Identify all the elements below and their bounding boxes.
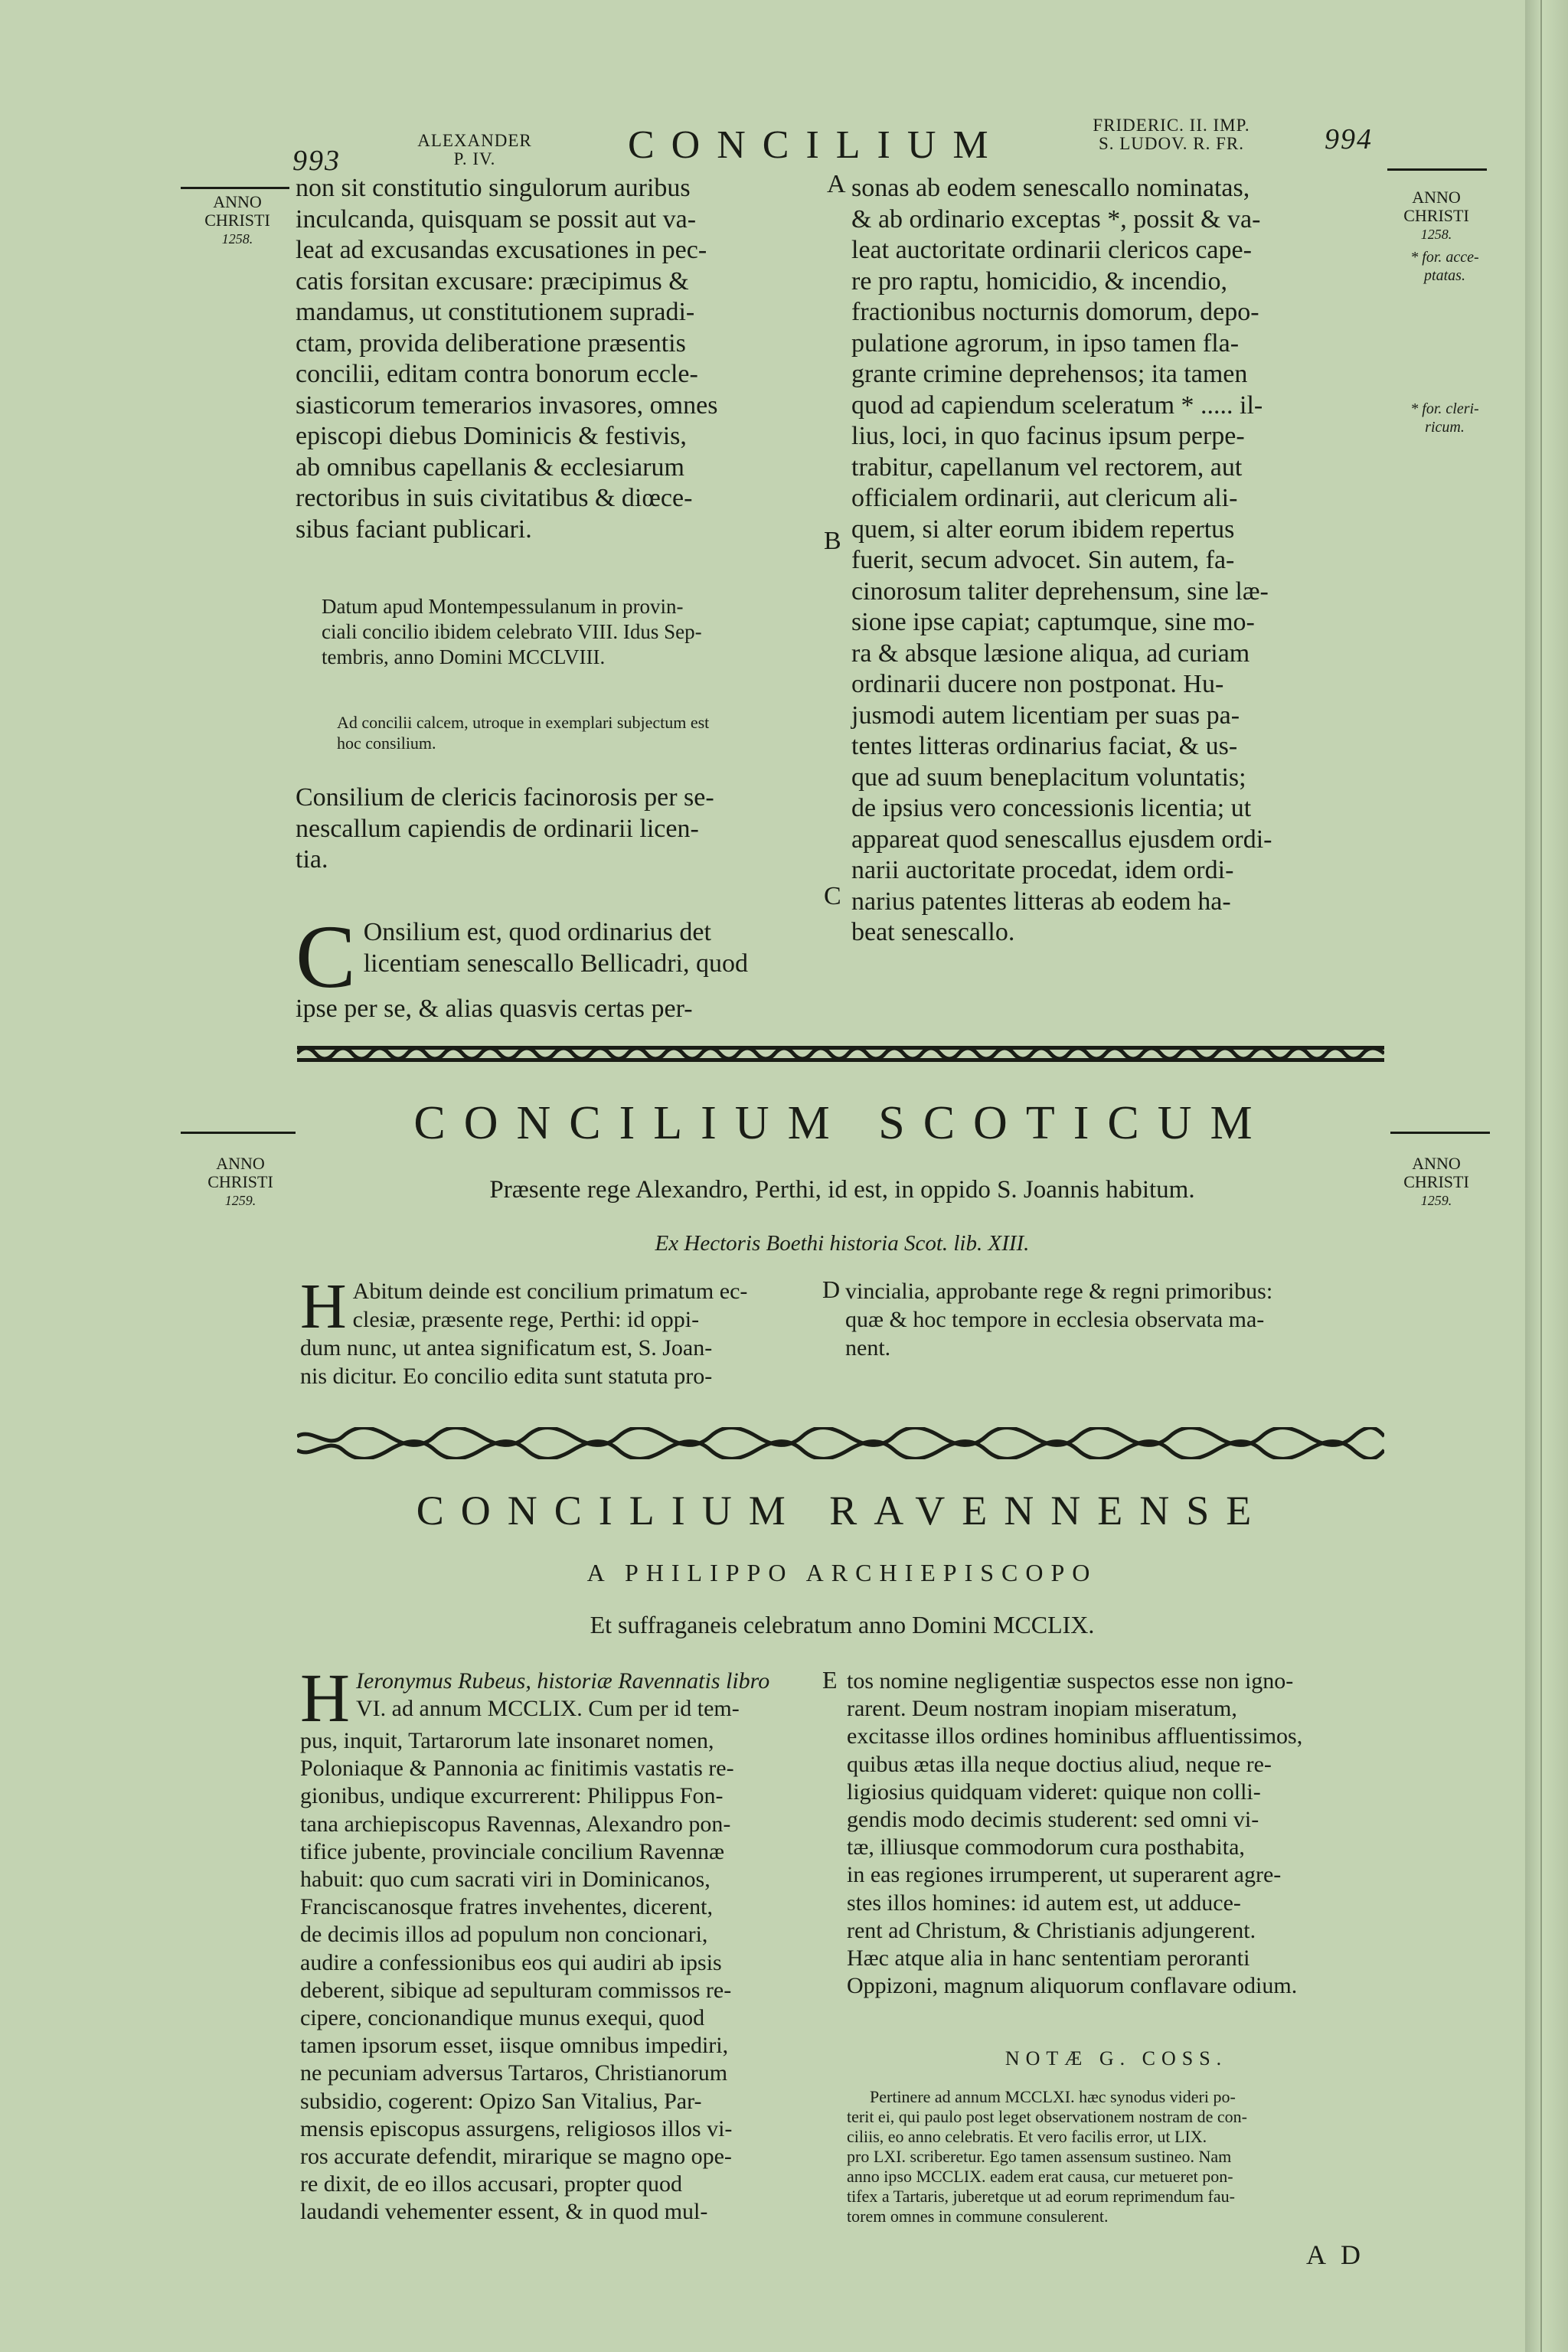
text-line: jusmodi autem licentiam per suas pa- [851, 701, 1240, 730]
margin-letter-d: D [822, 1276, 841, 1303]
text-line: re pro raptu, homicidio, & incendio, [851, 266, 1227, 296]
scoticum-rule-right [1390, 1132, 1490, 1134]
scoticum-rule-left [181, 1132, 296, 1134]
text-line: Ad concilii calcem, utroque in exemplari subjectum est [337, 713, 710, 732]
notae-body [847, 2087, 1386, 2226]
text-line: tifex a Tartaris, juberetque ut ad eorum reprimendum fau- [847, 2187, 1235, 2206]
text-line: sibus faciant publicari. [296, 514, 532, 544]
page-number-left: 993 [292, 145, 341, 177]
text-line: pro LXI. scriberetur. Ego tamen assensum sustineo. Nam [847, 2147, 1232, 2166]
text-line: de decimis illos ad populum non concionari, [300, 1922, 708, 1948]
text-line: tana archiepiscopus Ravennas, Alexandro pon- [300, 1811, 731, 1837]
text-line: pus, inquit, Tartarorum late insonaret nomen, [300, 1728, 714, 1753]
text-line: re dixit, de eo illos accusari, propter quod [300, 2171, 683, 2197]
text-line: sione ipse capiat; captumque, sine mo- [851, 608, 1255, 636]
text-line: gionibus, undique excurrerent: Philippus Fon- [300, 1783, 724, 1809]
text-line: concilii, editam contra bonorum eccle- [296, 360, 698, 388]
text-line: non sit constitutio singulorum auribus [296, 174, 691, 202]
text-line: ordinarii ducere non postponat. Hu- [851, 670, 1224, 698]
text-line: leat auctoritate ordinarii clericos cape- [851, 236, 1252, 264]
margin-letter-e: E [822, 1666, 838, 1694]
scoticum-subtitle: Præsente rege Alexandro, Perthi, id est, in oppido S. Joannis habitum. [489, 1176, 1195, 1204]
note-line: ptatas. [1424, 267, 1465, 284]
text-line: in eas regiones irrumperent, ut superarent agre- [847, 1862, 1282, 1888]
christi-label: CHRISTI [204, 211, 270, 230]
facing-page-edge [1525, 0, 1568, 2352]
notae-title: NOTÆ G. COSS. [1004, 2047, 1228, 2069]
running-head-right-1: FRIDERIC. II. IMP. [1093, 116, 1250, 135]
text-line: clesiæ, præsente rege, Perthi: id oppi- [352, 1307, 700, 1332]
ravennense-left [300, 1661, 821, 2226]
year-label: 1258. [1420, 227, 1452, 242]
note-line: ricum. [1425, 419, 1465, 436]
text-line: mensis episcopus assurgens, religiosos illos vi- [300, 2115, 733, 2141]
catchword: A D [1306, 2239, 1366, 2270]
text-line: rent ad Christum, & Christianis adjungerent. [847, 1917, 1256, 1943]
text-line: subsidio, cogerent: Opizo San Vitalius, Par- [300, 2088, 702, 2114]
text-line: ciliis, eo anno celebratis. Et vero facilis error, ut LIX. [847, 2127, 1207, 2146]
calcem-note [337, 712, 819, 753]
text-line: tæ, illiusque commodorum cura posthabita, [847, 1834, 1245, 1860]
running-head-left-2: P. IV. [453, 149, 496, 168]
text-line: leat ad excusandas excusationes in pec- [296, 236, 707, 264]
text-line: gendis modo decimis studerent: sed omni vi- [847, 1807, 1259, 1833]
year-label: 1259. [224, 1193, 256, 1208]
text-line: que ad suum beneplacitum voluntatis; [851, 763, 1246, 792]
marginal-note-acceptatas [1387, 248, 1502, 285]
anno-label: ANNO [1412, 1154, 1461, 1173]
text-line: nis dicitur. Eo concilio edita sunt statuta pro- [300, 1364, 713, 1389]
page-title: CONCILIUM [628, 123, 1005, 167]
anno-christi-right-1259 [1383, 1155, 1490, 1210]
text-line: tos nomine negligentiæ suspectos esse non igno- [847, 1668, 1294, 1694]
text-line: stes illos homines: id autem est, ut adduce- [847, 1890, 1241, 1916]
christi-label: CHRISTI [1403, 1172, 1469, 1191]
text-line: ne pecuniam adversus Tartaros, Christianorum [300, 2060, 728, 2086]
drop-cap-h: H [300, 1661, 350, 1736]
margin-rule-right [1387, 168, 1487, 171]
text-line: cipere, concionandique munus exequi, quod [300, 2005, 705, 2031]
anno-christi-left-1259 [187, 1155, 294, 1210]
ravennense-subtitle: A PHILIPPO ARCHIEPISCOPO [586, 1559, 1098, 1586]
margin-rule-left [181, 187, 289, 189]
text-line: lius, loci, in quo facinus ipsum perpe- [851, 422, 1245, 450]
anno-label: ANNO [213, 192, 262, 211]
text-line: tembris, anno Domini MCCLVIII. [322, 645, 606, 668]
text-line: mandamus, ut constitutionem supradi- [296, 298, 695, 326]
text-line: vincialia, approbante rege & regni primoribus: [845, 1279, 1273, 1304]
left-column-top [296, 173, 822, 545]
text-line: de ipsius vero concessionis licentia; ut [851, 794, 1252, 822]
running-head-left-1: ALEXANDER [417, 131, 532, 150]
scoticum-source: Ex Hectoris Boethi historia Scot. lib. XIII. [655, 1231, 1030, 1256]
text-line: hoc consilium. [337, 733, 436, 753]
text-line: Franciscanosque fratres invehentes, dicerent, [300, 1894, 713, 1920]
text-line: episcopi diebus Dominicis & festivis, [296, 422, 687, 450]
drop-cap-c: C [296, 906, 356, 1007]
text-line: fuerit, secum advocet. Sin autem, fa- [851, 546, 1235, 574]
text-line: narius patentes litteras ab eodem ha- [851, 887, 1231, 916]
text-line: ligiosius quidquam videret: quique non colli- [847, 1779, 1261, 1805]
ornament-band-top [297, 1040, 1384, 1067]
text-line: tifice jubente, provinciale concilium Ravennæ [300, 1838, 724, 1864]
text-line: Abitum deinde est concilium primatum ec- [352, 1279, 748, 1304]
text-line: tia. [296, 845, 328, 874]
margin-letter-c: C [824, 882, 841, 910]
text-line: tentes litteras ordinarius faciat, & us- [851, 732, 1238, 760]
text-line: grante crimine deprehensos; ita tamen [851, 360, 1248, 388]
anno-christi-right-1258 [1383, 188, 1490, 243]
text-line: Hæc atque alia in hanc sententiam peroranti [847, 1945, 1250, 1971]
right-column-top [851, 173, 1384, 949]
page-number-right: 994 [1325, 123, 1373, 155]
text-line: Oppizoni, magnum aliquorum conflavare odium. [847, 1973, 1298, 1999]
text-line: Ieronymus Rubeus, historiæ Ravennatis libro [356, 1668, 770, 1694]
text-line: catis forsitan excusare: præcipimus & [296, 266, 689, 296]
text-line: trabitur, capellanum vel rectorem, aut [851, 452, 1243, 482]
text-line: nescallum capiendis de ordinarii licen- [296, 814, 699, 843]
scoticum-right [845, 1277, 1386, 1362]
anno-label: ANNO [1412, 188, 1461, 207]
text-line: narii auctoritate procedat, idem ordi- [851, 856, 1234, 884]
text-line: licentiam senescallo Bellicadri, quod [363, 949, 748, 978]
ravennense-subtitle-2: Et suffraganeis celebratum anno Domini MCCLIX. [590, 1611, 1095, 1638]
datum-paragraph [322, 594, 821, 670]
scoticum-title: CONCILIUM SCOTICUM [413, 1097, 1271, 1149]
text-line: Consilium de clericis facinorosis per se- [296, 783, 714, 812]
gutter-line [1540, 0, 1542, 2352]
christi-label: CHRISTI [1403, 206, 1469, 225]
text-line: quod ad capiendum sceleratum * ..... il- [851, 390, 1263, 420]
text-line: siasticorum temerarios invasores, omnes [296, 390, 718, 420]
anno-label: ANNO [216, 1154, 265, 1173]
margin-letter-b: B [824, 527, 841, 555]
text-line: & ab ordinario exceptas *, possit & va- [851, 204, 1261, 234]
text-line: Datum apud Montempessulanum in provin- [322, 595, 684, 618]
text-line: laudandi vehementer essent, & in quod mul- [300, 2199, 708, 2225]
text-line: excitasse illos ordines hominibus affluentissimos, [847, 1723, 1303, 1749]
text-line: Pertinere ad annum MCCLXI. hæc synodus videri po- [870, 2087, 1236, 2106]
text-line: quæ & hoc tempore in ecclesia observata ma- [845, 1307, 1265, 1332]
text-line: deberent, sibique ad sepulturam commissos re- [300, 1977, 732, 2003]
text-line: fractionibus nocturnis domorum, depo- [851, 298, 1259, 326]
running-head-left [398, 132, 551, 168]
text-line: torem omnes in commune consulerent. [847, 2207, 1109, 2226]
drop-cap-h: H [300, 1271, 347, 1342]
ornament-band-middle [297, 1427, 1384, 1459]
margin-letter-a: A [827, 170, 846, 198]
text-line: cinorosum taliter deprehensum, sine læ- [851, 577, 1269, 606]
text-line: ra & absque læsione aliqua, ad curiam [851, 639, 1250, 668]
year-label: 1259. [1420, 1193, 1452, 1208]
text-line: habuit: quo cum sacrati viri in Dominicanos, [300, 1867, 710, 1893]
text-line: ctam, provida deliberatione præsentis [296, 328, 686, 358]
christi-label: CHRISTI [207, 1172, 273, 1191]
text-line: inculcanda, quisquam se possit aut va- [296, 204, 697, 234]
consilium-heading [296, 782, 822, 876]
running-head-right-2: S. LUDOV. R. FR. [1098, 134, 1245, 153]
marginal-note-clericum [1387, 400, 1502, 436]
ravennense-title: CONCILIUM RAVENNENSE [416, 1488, 1269, 1534]
text-line: ipse per se, & alias quasvis certas per- [296, 995, 693, 1023]
scoticum-left [300, 1271, 821, 1390]
text-line: quem, si alter eorum ibidem repertus [851, 514, 1235, 544]
text-line: ciali concilio ibidem celebrato VIII. Idus Sep- [322, 620, 702, 643]
text-line: ab omnibus capellanis & ecclesiarum [296, 452, 684, 482]
text-line: Onsilium est, quod ordinarius det [363, 918, 711, 946]
ravennense-right [847, 1668, 1386, 2000]
year-label: 1258. [221, 231, 253, 247]
text-line: sonas ab eodem senescallo nominatas, [851, 174, 1250, 202]
text-line: nent. [845, 1335, 891, 1361]
text-line: terit ei, qui paulo post leget observationem nostram de con- [847, 2107, 1247, 2126]
note-line: * for. cleri- [1410, 400, 1479, 417]
text-line: ros accurate defendit, mirarique se magno ope- [300, 2144, 732, 2170]
text-line: pulatione agrorum, in ipso tamen fla- [851, 328, 1240, 358]
text-line: beat senescallo. [851, 918, 1015, 946]
text-line: Poloniaque & Pannonia ac finitimis vastatis re- [300, 1756, 734, 1782]
text-line: anno ipso MCCLIX. eadem erat causa, cur metueret pon- [847, 2167, 1233, 2186]
text-line: tamen ipsorum esset, iisque omnibus impediri, [300, 2033, 729, 2059]
text-line: rarent. Deum nostram inopiam miseratum, [847, 1696, 1237, 1722]
text-line: quibus ætas illa neque doctius aliud, neque re- [847, 1751, 1272, 1777]
anno-christi-left-1258 [184, 193, 291, 248]
text-line: officialem ordinarii, aut clericum ali- [851, 484, 1238, 512]
text-line: VI. ad annum MCCLIX. Cum per id tem- [356, 1696, 740, 1722]
text-line: audire a confessionibus eos qui audiri ab ipsis [300, 1949, 722, 1975]
text-line: appareat quod senescallus ejusdem ordi- [851, 825, 1272, 854]
note-line: * for. acce- [1410, 249, 1479, 266]
running-head-right [1057, 116, 1286, 153]
text-line: rectoribus in suis civitatibus & diœce- [296, 484, 693, 512]
text-line: dum nunc, ut antea significatum est, S. Joan- [300, 1335, 713, 1361]
consilium-body [296, 906, 822, 1025]
